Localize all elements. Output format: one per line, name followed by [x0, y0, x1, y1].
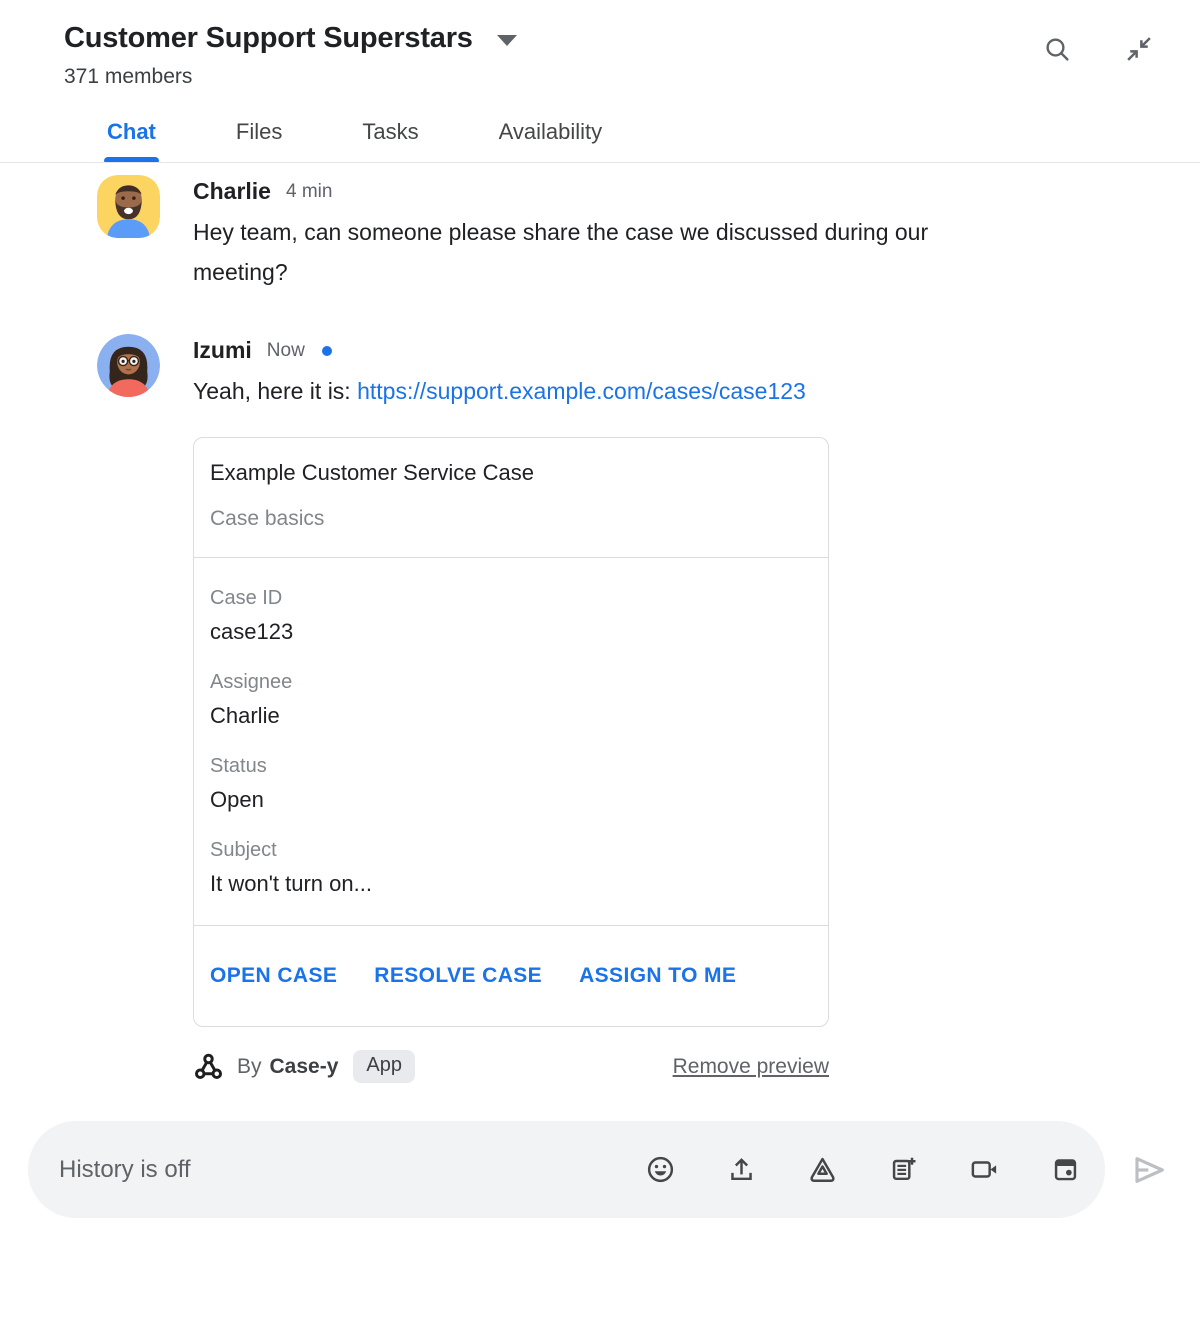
card-header [194, 438, 828, 557]
avatar-izumi[interactable] [97, 334, 160, 397]
message-time: Now [266, 339, 305, 361]
field-value: Open [210, 787, 264, 812]
card-subtitle: Case basics [210, 507, 325, 530]
message-meta [193, 337, 829, 364]
app-badge: App [353, 1050, 415, 1083]
card-title: Example Customer Service Case [210, 460, 535, 485]
field-label: Case ID [210, 587, 283, 609]
calendar-button[interactable] [1050, 1154, 1081, 1185]
video-call-button[interactable] [969, 1154, 1000, 1185]
send-button[interactable] [1129, 1150, 1169, 1190]
message-body [193, 334, 829, 1083]
message-list [0, 163, 1200, 1083]
message-charlie [97, 175, 1200, 292]
case-preview-card [193, 437, 829, 1027]
resolve-case-button[interactable]: RESOLVE CASE [374, 964, 543, 987]
space-title-menu[interactable] [64, 20, 517, 56]
collapse-button[interactable] [1124, 34, 1154, 64]
chevron-down-icon [497, 35, 517, 46]
card-fields [194, 557, 828, 925]
calendar-icon [1050, 1154, 1081, 1185]
note-add-icon [888, 1154, 919, 1185]
upload-icon [726, 1154, 757, 1185]
create-task-button[interactable] [888, 1154, 919, 1185]
sender-name: Izumi [193, 337, 252, 363]
search-button[interactable] [1042, 34, 1072, 64]
message-text [193, 371, 829, 411]
webhook-icon [193, 1051, 224, 1082]
field-assignee [210, 671, 812, 729]
card-actions [194, 925, 828, 1026]
field-label: Assignee [210, 671, 293, 693]
tab-bar [0, 119, 1200, 163]
space-header-left [64, 20, 517, 89]
message-time: 4 min [285, 180, 333, 202]
video-camera-icon [969, 1154, 1000, 1185]
assign-to-me-button[interactable]: ASSIGN TO ME [579, 964, 737, 987]
compose-actions [645, 1154, 1081, 1185]
case-link[interactable]: https://support.example.com/cases/case123 [357, 378, 806, 404]
compose-pill [28, 1121, 1105, 1218]
field-subject [210, 839, 812, 897]
emoji-icon [645, 1154, 676, 1185]
message-body [193, 175, 983, 292]
compose-bar [28, 1121, 1200, 1218]
emoji-button[interactable] [645, 1154, 676, 1185]
member-count: 371 members [64, 65, 193, 88]
sender-name: Charlie [193, 178, 271, 204]
field-value: case123 [210, 619, 294, 644]
message-text-prefix: Yeah, here it is: [193, 378, 358, 404]
upload-button[interactable] [726, 1154, 757, 1185]
message-text: Hey team, can someone please share the case we discussed during our meeting? [193, 219, 929, 285]
field-value: Charlie [210, 703, 280, 728]
search-icon [1042, 34, 1072, 64]
field-label: Status [210, 755, 267, 777]
send-icon [1129, 1150, 1169, 1190]
message-izumi [97, 334, 1200, 1083]
card-footer [193, 1050, 829, 1083]
field-value: It won't turn on... [210, 871, 372, 896]
message-meta [193, 178, 983, 205]
tab-chat[interactable]: Chat [107, 119, 156, 162]
field-label: Subject [210, 839, 277, 861]
open-case-button[interactable]: OPEN CASE [210, 964, 338, 987]
field-status [210, 755, 812, 813]
remove-preview-link[interactable]: Remove preview [672, 1054, 829, 1078]
tab-files[interactable]: Files [235, 119, 283, 144]
by-label: By [237, 1054, 262, 1078]
message-input[interactable] [57, 1155, 629, 1185]
header-actions [1042, 20, 1154, 89]
collapse-icon [1124, 34, 1154, 64]
unread-indicator-dot [322, 346, 332, 356]
space-title: Customer Support Superstars [64, 22, 473, 54]
drive-button[interactable] [807, 1154, 838, 1185]
tab-availability[interactable]: Availability [498, 119, 603, 144]
avatar-charlie[interactable] [97, 175, 160, 238]
tab-tasks[interactable]: Tasks [362, 119, 419, 144]
app-name: Case-y [269, 1054, 339, 1078]
space-header [0, 0, 1200, 89]
drive-icon [807, 1154, 838, 1185]
field-case-id [210, 587, 812, 645]
